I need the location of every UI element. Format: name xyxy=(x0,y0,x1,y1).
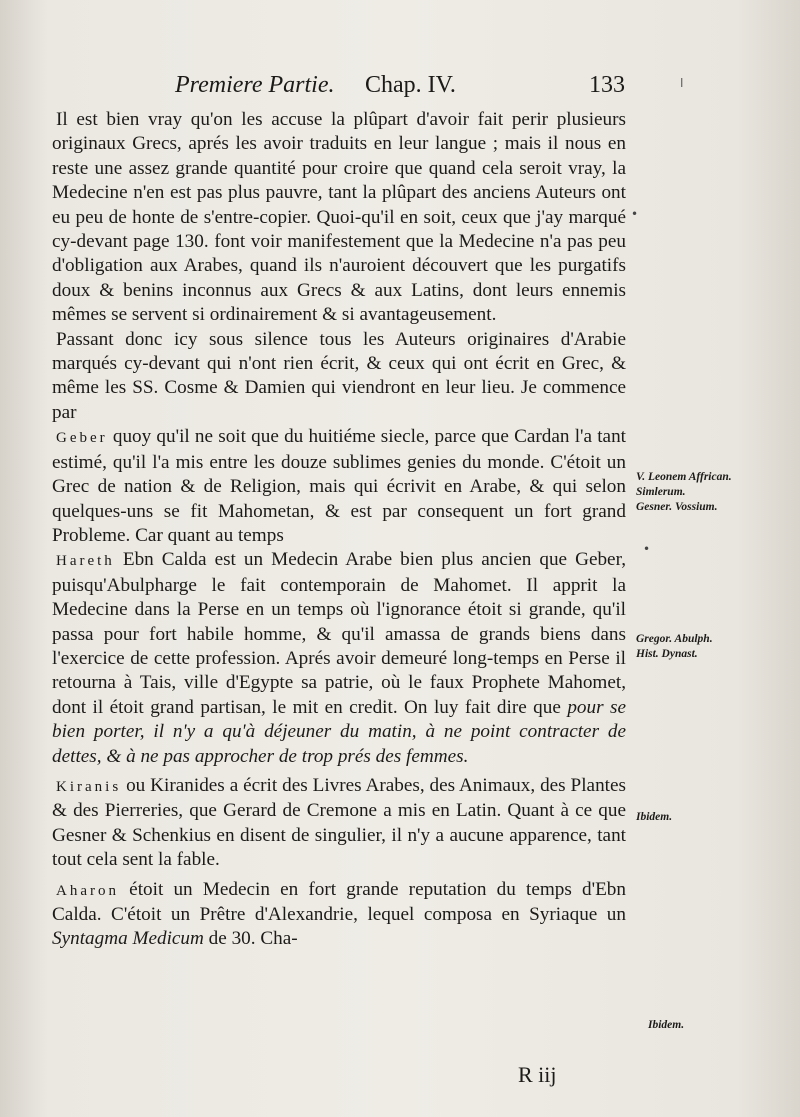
paragraph-hareth xyxy=(52,548,626,769)
marginal-note-4 xyxy=(648,1018,800,1033)
author-name-geber: Geber xyxy=(56,430,108,447)
author-name-kiranis: Kiranis xyxy=(56,778,122,795)
ink-speck: • xyxy=(643,542,651,556)
note-line: Ibidem. xyxy=(648,1019,685,1031)
note-line: Ibidem. xyxy=(636,811,673,823)
ink-speck: ǀ xyxy=(680,76,684,90)
part-title: Premiere Partie. xyxy=(175,72,335,98)
signature-mark: R iij xyxy=(518,1062,557,1087)
running-header xyxy=(175,72,625,106)
page-number: 133 xyxy=(589,72,625,98)
chapter-title: Chap. IV. xyxy=(365,72,456,98)
author-name-hareth: Hareth xyxy=(56,553,115,570)
note-line: Simlerum. xyxy=(636,486,686,498)
paragraph-kiranis xyxy=(52,774,626,873)
note-line: Gesner. Vossium. xyxy=(636,501,718,513)
kiranis-text: ou Kiranides a écrit des Livres Arabes, des Animaux, des Plantes & des Pierreries, que Gerard de Cremone a mis en Latin. Quant à ce que Gesner & Schenkius en disent de singulier, il n'y a aucune apparence, tant tout cela sent la fable. xyxy=(52,774,626,871)
marginal-note-2 xyxy=(636,632,796,662)
aharon-text: étoit un Medecin en fort grande reputation du temps d'Ebn Calda. C'étoit un Prêtre d'Alexandrie, lequel composa en Syriaque un xyxy=(52,878,626,925)
paragraph-aharon xyxy=(52,878,626,952)
geber-text: quoy qu'il ne soit que du huitiéme siecle, parce que Cardan l'a tant estimé, qu'il l'a mis entre les douze sublimes genies du monde. C'étoit un Grec de nation & de Religion, mais qui écrivit en Arabe, & qui selon quelques-uns se fit Mahometan, & est par consequent un fort grand Probleme. Car quant au temps xyxy=(52,426,626,546)
paragraph-1: Il est bien vray qu'on les accuse la plûpart d'avoir fait perir plusieurs originaux Grecs, aprés les avoir traduits en leur langue ; mais il nous en reste une assez grande quantité pour croire que quand cela seroit vray, la Medecine n'en est pas plus pauvre, tant la plûpart des anciens Auteurs ont eu peu de honte de s'entre-copier. Quoi-qu'il en soit, ceux que j'ay marqué cy-devant page 130. font voir manifestement que la Medecine n'a pas peu d'obligation aux Arabes, quand ils n'auroient découvert que les purgatifs doux & benins inconnus aux Grecs & aux Latins, dont leurs ennemis mêmes se servent si ordinairement & si avantageusement. xyxy=(52,109,626,326)
note-line: Hist. Dynast. xyxy=(636,648,698,660)
hareth-text: Ebn Calda est un Medecin Arabe bien plus ancien que Geber, puisqu'Abulpharge le fait contemporain de Mahomet. Il apprit la Medecine dans la Perse en un temps où l'ignorance étoit si grande, qu'il passa pour fort habile homme, & qu'il amassa de grands biens dans l'exercice de cette profession. Aprés avoir demeuré long-temps en Perse il retourna à Tais, ville d'Egypte sa patrie, où le faux Prophete Mahomet, dont il étoit grand partisan, le mit en credit. On luy fait dire que xyxy=(52,549,626,718)
aharon-title: Syntagma Medicum xyxy=(52,928,204,950)
ink-speck: • xyxy=(631,207,639,221)
paragraph-2: Passant donc icy sous silence tous les Auteurs originaires d'Arabie marqués cy-devant qui n'ont rien écrit, & ceux qui ont écrit en Grec, & même les SS. Cosme & Damien qui viendront en leur lieu. Je commence par xyxy=(52,328,626,423)
main-text xyxy=(52,108,626,952)
marginal-note-1 xyxy=(636,470,796,515)
author-name-aharon: Aharon xyxy=(56,882,119,899)
paragraph-geber xyxy=(52,425,626,548)
aharon-text-end: de 30. Cha- xyxy=(203,928,298,950)
note-line: Gregor. Abulph. xyxy=(636,633,713,645)
note-line: V. Leonem Affrican. xyxy=(636,471,732,483)
marginal-note-3 xyxy=(636,810,796,825)
hareth-quote: pour se bien porter, il n'y a qu'à déjeuner du matin, à ne point contracter de dettes, & à ne pas approcher de trop prés des femmes. xyxy=(52,696,626,767)
